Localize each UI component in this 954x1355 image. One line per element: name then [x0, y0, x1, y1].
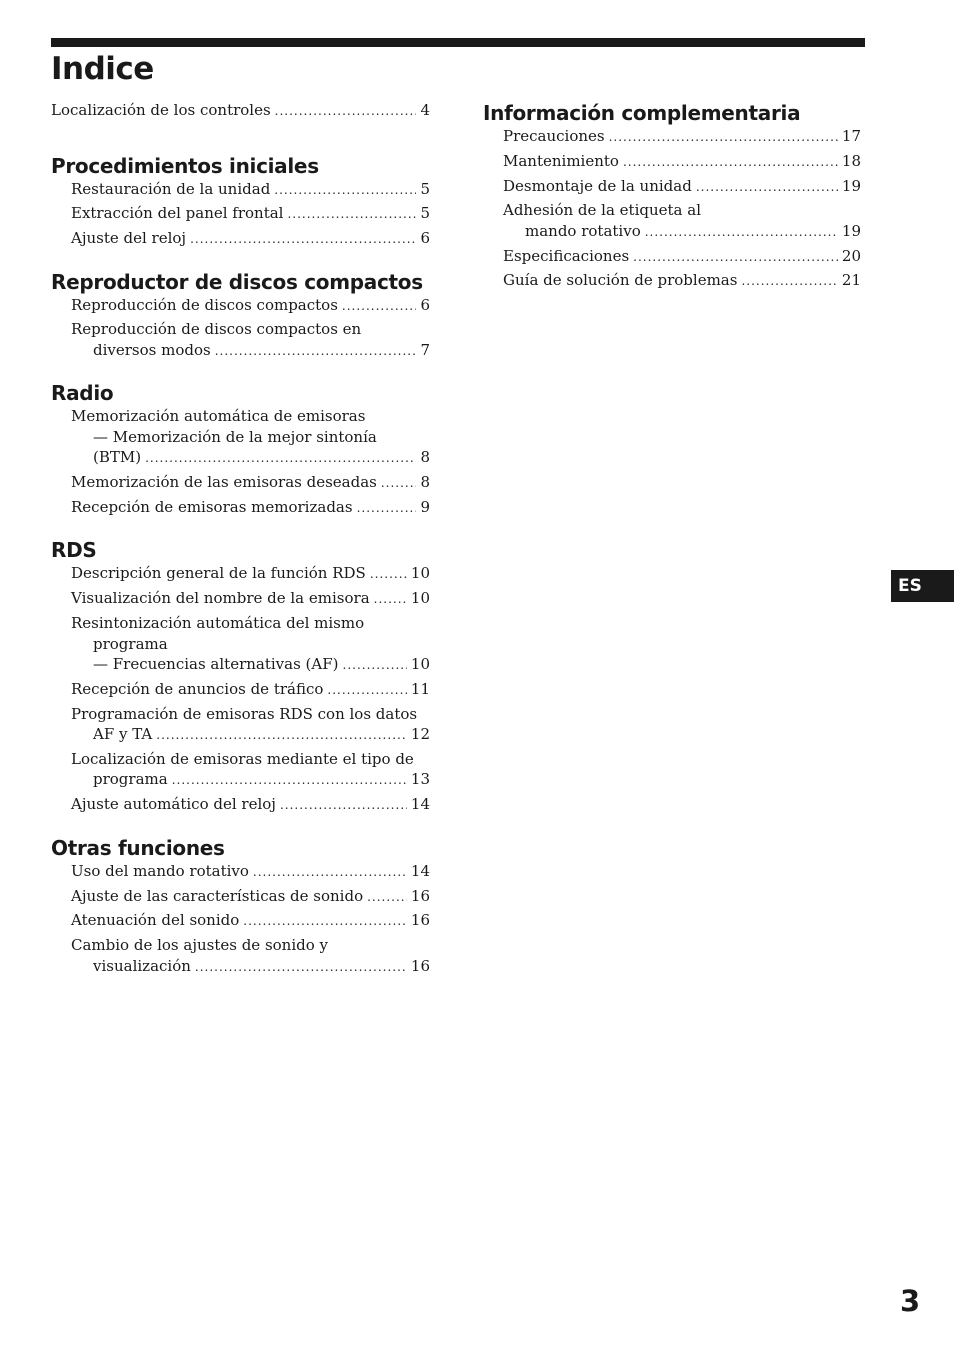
toc-page-number: 16	[410, 911, 430, 930]
toc-left-column	[51, 100, 430, 980]
toc-entry[interactable]	[51, 704, 430, 746]
toc-section	[51, 537, 430, 815]
toc-entry-label: Mantenimiento	[503, 151, 619, 170]
dot-leader	[280, 795, 407, 816]
section-heading: Reproductor de discos compactos	[51, 269, 423, 294]
toc-page-number: 8	[420, 473, 430, 492]
toc-list	[51, 861, 430, 977]
toc-entry[interactable]	[51, 319, 430, 361]
toc-entry-label: Reproducción de discos compactos	[71, 295, 338, 314]
toc-entry-label: Cambio de los ajustes de sonido y	[71, 936, 329, 955]
dot-leader	[609, 127, 838, 148]
toc-list	[51, 295, 430, 362]
toc-list	[51, 179, 430, 250]
toc-entry-label: Desmontaje de la unidad	[503, 176, 692, 195]
toc-entry[interactable]	[51, 613, 430, 676]
dot-leader	[190, 229, 416, 250]
toc-page-number: 19	[841, 221, 861, 240]
dot-leader	[327, 680, 407, 701]
toc-entry[interactable]	[51, 203, 430, 225]
toc-page-number: 8	[420, 448, 430, 467]
toc-page-number: 20	[841, 246, 861, 265]
toc-entry[interactable]	[51, 749, 430, 791]
toc-section	[51, 380, 430, 518]
toc-page-number: 5	[420, 179, 430, 198]
toc-entry[interactable]	[51, 295, 430, 317]
toc-entry-label: programa	[93, 770, 168, 789]
dot-leader	[381, 473, 416, 494]
toc-page-number: 9	[420, 497, 430, 516]
toc-entry-label: Precauciones	[503, 127, 605, 145]
dot-leader	[367, 887, 407, 908]
toc-entry[interactable]	[51, 935, 430, 977]
toc-page-number: 14	[410, 795, 430, 814]
toc-entry-label: Especificaciones	[503, 246, 630, 265]
toc-entry[interactable]	[483, 151, 861, 173]
toc-entry-intro[interactable]	[51, 100, 430, 122]
toc-entry-label: programa	[93, 634, 168, 653]
toc-entry-label: Recepción de emisoras memorizadas	[71, 497, 353, 516]
dot-leader	[357, 498, 416, 519]
intro-list	[51, 100, 430, 122]
toc-entry-label: visualización	[93, 956, 191, 975]
toc-list	[51, 406, 430, 518]
dot-leader	[145, 448, 416, 469]
toc-entry-label: Ajuste automático del reloj	[71, 795, 276, 814]
dot-leader	[741, 271, 837, 292]
toc-entry[interactable]	[483, 200, 861, 242]
dot-leader	[243, 911, 407, 932]
dot-leader	[696, 177, 838, 198]
toc-entry[interactable]	[51, 472, 430, 494]
toc-entry[interactable]	[483, 270, 861, 292]
toc-entry-label: — Frecuencias alternativas (AF)	[93, 655, 339, 674]
toc-page-number: 16	[410, 886, 430, 905]
toc-entry[interactable]	[51, 228, 430, 250]
toc-entry[interactable]	[483, 126, 861, 148]
toc-entry[interactable]	[51, 588, 430, 610]
toc-page-number: 5	[420, 204, 430, 223]
toc-section	[483, 100, 861, 292]
toc-entry-label: Adhesión de la etiqueta al	[503, 201, 702, 220]
dot-leader	[374, 589, 407, 610]
dot-leader	[275, 101, 416, 122]
toc-right-column	[483, 100, 861, 295]
section-heading: Radio	[51, 381, 114, 406]
toc-page-number: 21	[841, 271, 861, 290]
dot-leader	[287, 204, 416, 225]
toc-entry[interactable]	[51, 794, 430, 816]
dot-leader	[645, 222, 838, 243]
toc-page-number: 13	[410, 770, 430, 789]
toc-page-number: 11	[410, 679, 430, 698]
toc-page-number: 10	[410, 589, 430, 608]
section-heading: Otras funciones	[51, 835, 225, 860]
toc-page-number: 7	[420, 340, 430, 359]
dot-leader	[633, 247, 838, 268]
toc-entry-label: Memorización de las emisoras deseadas	[71, 473, 377, 492]
dot-leader	[623, 152, 838, 173]
toc-entry-label: — Memorización de la mejor sintonía	[93, 427, 377, 446]
toc-entry-label: Uso del mando rotativo	[71, 861, 249, 880]
toc-entry[interactable]	[51, 886, 430, 908]
left-sections	[51, 153, 430, 978]
dot-leader	[253, 862, 407, 883]
dot-leader	[195, 957, 407, 978]
toc-page-number: 10	[410, 564, 430, 583]
toc-section	[51, 269, 430, 362]
toc-page-number: 10	[410, 655, 430, 674]
toc-entry-label: Recepción de anuncios de tráfico	[71, 679, 324, 698]
section-heading: Procedimientos iniciales	[51, 153, 319, 178]
toc-page-number: 18	[841, 151, 861, 170]
toc-page-number: 14	[410, 861, 430, 880]
toc-page-number: 6	[420, 295, 430, 314]
dot-leader	[370, 564, 407, 585]
toc-entry-label: Reproducción de discos compactos en	[71, 320, 362, 339]
top-rule	[51, 38, 865, 47]
dot-leader	[343, 655, 407, 676]
toc-page-number: 6	[420, 229, 430, 248]
toc-entry-label: Descripción general de la función RDS	[71, 564, 366, 583]
toc-list	[483, 126, 861, 292]
dot-leader	[215, 341, 416, 362]
toc-entry-label: Guía de solución de problemas	[503, 271, 738, 290]
toc-entry[interactable]	[483, 176, 861, 198]
toc-page-number: 12	[410, 725, 430, 744]
toc-page-number: 17	[841, 127, 861, 145]
page-title: Indice	[51, 51, 154, 87]
toc-entry[interactable]	[51, 497, 430, 519]
toc-entry-label: Extracción del panel frontal	[71, 204, 284, 223]
toc-entry-label: Ajuste del reloj	[71, 229, 187, 248]
dot-leader	[172, 770, 407, 791]
toc-section	[51, 835, 430, 977]
toc-entry-label: Ajuste de las características de sonido	[71, 886, 364, 905]
toc-entry-label: Localización de emisoras mediante el tipo de	[71, 749, 414, 768]
section-heading: RDS	[51, 538, 97, 563]
toc-entry-label: Resintonización automática del mismo	[71, 614, 365, 633]
language-tab: ES	[891, 570, 954, 602]
toc-entry[interactable]	[483, 246, 861, 268]
dot-leader	[342, 296, 416, 317]
toc-entry-label: Memorización automática de emisoras	[71, 407, 366, 426]
toc-entry[interactable]	[51, 861, 430, 883]
toc-page-number: 4	[420, 101, 430, 119]
toc-entry[interactable]	[51, 563, 430, 585]
dot-leader	[274, 180, 416, 201]
toc-entry-label: diversos modos	[93, 340, 211, 359]
toc-entry-label: Programación de emisoras RDS con los datos	[71, 704, 418, 723]
section-heading: Información complementaria	[483, 101, 801, 125]
toc-entry[interactable]	[51, 406, 430, 469]
toc-entry-label: Restauración de la unidad	[71, 179, 271, 198]
toc-section	[51, 153, 430, 250]
toc-entry[interactable]	[51, 910, 430, 932]
toc-page-number: 19	[841, 176, 861, 195]
toc-entry-label: Atenuación del sonido	[71, 911, 240, 930]
toc-entry[interactable]	[51, 179, 430, 201]
toc-page-number: 16	[410, 956, 430, 975]
toc-entry-label: AF y TA	[93, 725, 153, 744]
toc-entry-label: Visualización del nombre de la emisora	[71, 589, 370, 608]
page-number: 3	[900, 1284, 921, 1318]
toc-entry-label: (BTM)	[93, 448, 142, 467]
toc-entry-label: Localización de los controles	[51, 101, 271, 119]
right-sections	[483, 100, 861, 292]
toc-list	[51, 563, 430, 815]
toc-entry[interactable]	[51, 679, 430, 701]
toc-entry-label: mando rotativo	[525, 221, 641, 240]
dot-leader	[156, 725, 407, 746]
